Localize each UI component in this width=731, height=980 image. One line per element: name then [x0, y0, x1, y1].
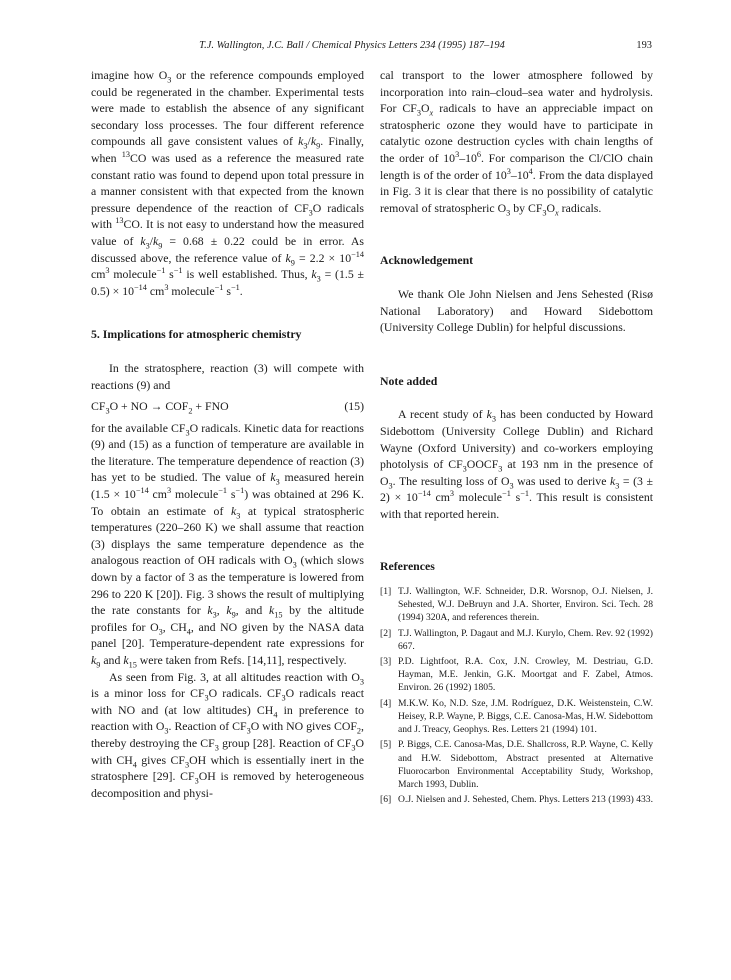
reference-text: P. Biggs, C.E. Canosa-Mas, D.E. Shallcross, R.P. Wayne, C. Kelly and H.W. Sidebottom, Abstract presented at Alternative Fluorocarbon Environmental Acceptability Study, Workshop, March 1993, Dublin.	[398, 739, 653, 790]
reference-item	[380, 627, 653, 653]
reference-text: T.J. Wallington, W.F. Schneider, D.R. Worsnop, O.J. Nielsen, J. Sehested, W.J. DeBruyn and J.A. Shorter, Environ. Sci. Tech. 28 (1994) 320A, and references therein.	[398, 586, 653, 624]
equation-number: (15)	[344, 399, 364, 414]
journal-citation: T.J. Wallington, J.C. Ball / Chemical Physics Letters 234 (1995) 187–194	[199, 40, 505, 51]
paragraph-transport: cal transport to the lower atmosphere followed by incorporation into rain–cloud–sea water and hydrolysis. For $CF_3O_x$ radicals to have an appreciable impact on stratospheric ozone they would have to participate in catalytic ozone destruction cycles with chain lengths of the order of $10^3-10^6$. For comparison the Cl/ClO chain length is of the order of $10^3-10^4$. From the data displayed in Fig. 3 it is clear that there is no possibility of catalytic removal of stratospheric $O_3$ by $CF_3O_x$ radicals.	[380, 68, 653, 218]
reference-number: [4]	[380, 697, 392, 709]
section-heading-implications: 5. Implications for atmospheric chemistry	[91, 327, 302, 342]
reference-item	[380, 585, 653, 625]
running-header	[92, 40, 652, 58]
reference-item	[380, 738, 653, 791]
right-column	[380, 67, 653, 808]
reference-text: O.J. Nielsen and J. Sehested, Chem. Phys. Letters 213 (1993) 433.	[398, 794, 654, 806]
reference-text: T.J. Wallington, P. Dagaut and M.J. Kurylo, Chem. Rev. 92 (1992) 667.	[398, 627, 653, 652]
paragraph-fig3-discussion: As seen from Fig. 3, at all altitudes reaction with $O_3$ is a minor loss for $CF_3O$ radicals. $CF_3O$ radicals react with NO and (at low altitudes) $CH_4$ in preference to reaction with $O_3$. Reaction of $CF_3O$ with NO gives $COF_2$, thereby destroying the $CF_3$ group [28]. Reaction of $CF_3O$ with $CH_4$ gives $CF_3OH$ which is essentially inert in the stratosphere [29]. $CF_3OH$ is removed by heterogeneous decomposition and physi-	[91, 669, 365, 800]
reference-list	[380, 585, 653, 806]
reference-item	[380, 697, 653, 737]
paragraph-reference-tests: imagine how $O_3$ or the reference compounds employed could be regenerated in the chamber. Experimental tests were made to establish the absence of any significant secondary loss processes. The four different reference compounds all gave consistent values of $k_3/k_9$. Finally, when $^{13}$CO was used as a reference the measured rate constant ratio was found to depend upon total pressure in a manner consistent with that expected from the known pressure dependence of the reaction of $CF_3O$ radicals with $^{13}$CO. It is not easy to understand how the measured value of $k_3/k_9 = 0.68 \pm 0.22$ could be in error. As discussed above, the reference value of $k_9 = 2.2 \times 10^{-14}$ $cm^3$ molecule$^{-1}$ $s^{-1}$ is well established. Thus, $k_3 = (1.5 \pm 0.5) \times 10^{-14}$ $cm^3$ molecule$^{-1}$ $s^{-1}$.	[91, 68, 365, 298]
equation-15	[91, 398, 364, 415]
acknowledgement-text: We thank Ole John Nielsen and Jens Sehested (Risø National Laboratory) and Howard Sidebottom (University College Dublin) for helpful discussions.	[380, 286, 653, 335]
paragraph-stratosphere-intro: In the stratosphere, reaction (3) will compete with reactions (9) and	[91, 360, 364, 392]
left-column	[91, 67, 364, 801]
reference-number: [2]	[380, 627, 392, 639]
reference-item	[380, 793, 653, 806]
reference-text: P.D. Lightfoot, R.A. Cox, J.N. Crowley, M. Destriau, G.D. Hayman, M.E. Jenkin, G.K. Moortgat and F. Zabel, Atmos. Environ. 26 (1992) 1805.	[398, 656, 653, 694]
note-added-text: A recent study of $k_3$ has been conducted by Howard Sidebottom (University College Dublin) and Richard Wayne (Oxford University) and co-workers employing photolysis of $CF_3OOCF_3$ at 193 nm in the presence of $O_3$. The resulting loss of $O_3$ was used to derive $k_3 = (3 \pm 2) \times 10^{-14}$ $cm^3$ molecule$^{-1}$ $s^{-1}$. This result is consistent with that reported herein.	[380, 407, 653, 521]
note-added-heading: Note added	[380, 373, 438, 388]
reference-text: M.K.W. Ko, N.D. Sze, J.M. Rodríguez, D.K. Weistenstein, C.W. Heisey, R.P. Wayne, P. Biggs, C.E. Canosa-Mas, H.W. Sidebottom and J. Treacy, Geophys. Res. Letters 21 (1994) 101.	[398, 697, 653, 736]
reference-number: [6]	[380, 794, 392, 806]
reference-number: [5]	[380, 739, 392, 751]
page-number: 193	[636, 40, 652, 51]
reference-number: [3]	[380, 656, 392, 668]
paragraph-kinetic-data: for the available $CF_3O$ radicals. Kinetic data for reactions (9) and (15) as a function of temperature are available in the literature. The temperature dependence of reaction (3) has yet to be studied. The value of $k_3$ measured herein ($1.5 \times 10^{-14}$ $cm^3$ molecule$^{-1}$ $s^{-1}$) was obtained at 296 K. To obtain an estimate of $k_3$ at typical stratospheric temperatures (220–260 K) we shall assume that reaction (3) displays the same temperature dependence as the analogous reaction of OH radicals with $O_3$ (which slows down by a factor of 3 as the temperature is lowered from 296 to 220 K [20]). Fig. 3 shows the result of multiplying the rate constants for $k_3$, $k_9$, and $k_{15}$ by the altitude profiles for $O_3$, $CH_4$, and NO given by the NASA data panel [20]. Temperature-dependent rate expressions for $k_9$ and $k_{15}$ were taken from Refs. [14,11], respectively.	[91, 420, 365, 670]
reference-item	[380, 655, 653, 695]
equation-text: $CF_3O$ + NO → $COF_2$ + FNO	[91, 399, 229, 416]
references-heading: References	[380, 559, 435, 574]
acknowledgement-heading: Acknowledgement	[380, 253, 474, 268]
reference-number: [1]	[380, 586, 392, 598]
